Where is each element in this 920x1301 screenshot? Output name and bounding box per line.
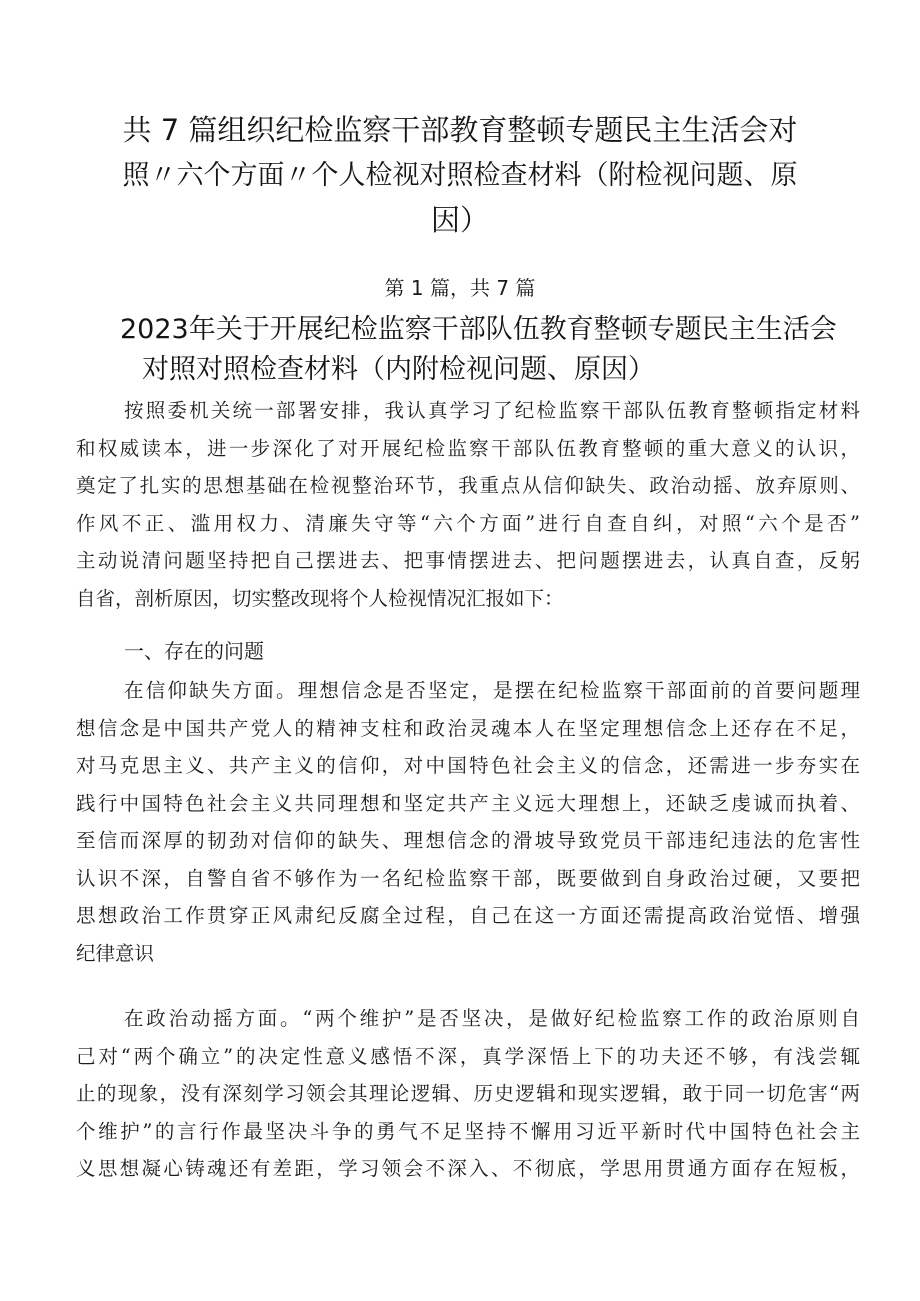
intro-paragraph	[76, 392, 860, 617]
document-title-line: 因）	[430, 203, 489, 237]
paragraph-line: 认识不深，自警自省不够作为一名纪检监察干部，既要做到自身政治过硬，又要把	[76, 866, 860, 890]
paragraph-line: 在信仰缺失方面。理想信念是否坚定，是摆在纪检监察干部面前的首要问题理	[124, 679, 860, 702]
paragraph-line: 自省，剖析原因，切实整改现将个人检视情况汇报如下：	[76, 586, 564, 610]
article-title-line: 2023年关于开展纪检监察干部队伍教育整顿专题民主生活会	[120, 314, 837, 345]
part-label: 第 1 篇，共 7 篇	[384, 276, 536, 300]
paragraph-line: 己对“两个确立”的决定性意义感悟不深，真学深悟上下的功夫还不够，有浅尝辄	[76, 1044, 860, 1068]
faith-paragraph	[76, 672, 860, 972]
paragraph-line: 至信而深厚的韧劲对信仰的缺失、理想信念的滑坡导致党员干部违纪违法的危害性	[76, 829, 860, 852]
paragraph-line: 按照委机关统一部署安排，我认真学习了纪检监察干部队伍教育整顿指定材料	[124, 399, 860, 422]
paragraph-line: 止的现象，没有深刻学习领会其理论逻辑、历史逻辑和现实逻辑，敢于同一切危害“两	[76, 1082, 860, 1105]
politics-paragraph	[76, 1000, 860, 1188]
paragraph-line: 奠定了扎实的思想基础在检视整治环节，我重点从信仰缺失、政治动摇、放弃原则、	[76, 474, 860, 497]
paragraph-line: 义思想凝心铸魂还有差距，学习领会不深入、不彻底，学思用贯通方面存在短板，	[76, 1157, 860, 1180]
paragraph-line: 和权威读本，进一步深化了对开展纪检监察干部队伍教育整顿的重大意义的认识，	[76, 436, 860, 460]
paragraph-line: 对马克思主义、共产主义的信仰，对中国特色社会主义的信念，还需进一步夯实在	[76, 754, 860, 777]
paragraph-line: 主动说清问题坚持把自己摆进去、把事情摆进去、把问题摆进去，认真自查，反躬	[76, 549, 860, 572]
paragraph-line: 纪律意识	[76, 941, 155, 965]
article-title-line: 对照对照检查材料（内附检视问题、原因）	[142, 354, 655, 385]
paragraph-line: 践行中国特色社会主义共同理想和坚定共产主义远大理想上，还缺乏虔诚而执着、	[76, 791, 860, 815]
document-title-line: 共 7 篇组织纪检监察干部教育整顿专题民主生活会对	[122, 113, 798, 147]
article-title	[120, 310, 850, 390]
document-title	[120, 108, 800, 243]
paragraph-line: 在政治动摇方面。“两个维护”是否坚决，是做好纪检监察工作的政治原则自	[124, 1007, 860, 1030]
paragraph-line: 作风不正、滥用权力、清廉失守等“六个方面”进行自查自纠，对照“六个是否”	[76, 511, 860, 535]
document-title-line: 照〃六个方面〃个人检视对照检查材料（附检视问题、原	[122, 160, 798, 191]
paragraph-line: 思想政治工作贯穿正风肃纪反腐全过程，自己在这一方面还需提高政治觉悟、增强	[76, 904, 860, 927]
section-heading: 一、存在的问题	[124, 639, 264, 663]
paragraph-line: 个维护”的言行作最坚决斗争的勇气不足坚持不懈用习近平新时代中国特色社会主	[76, 1119, 860, 1143]
paragraph-line: 想信念是中国共产党人的精神支柱和政治灵魂本人在坚定理想信念上还存在不足，	[76, 716, 860, 740]
